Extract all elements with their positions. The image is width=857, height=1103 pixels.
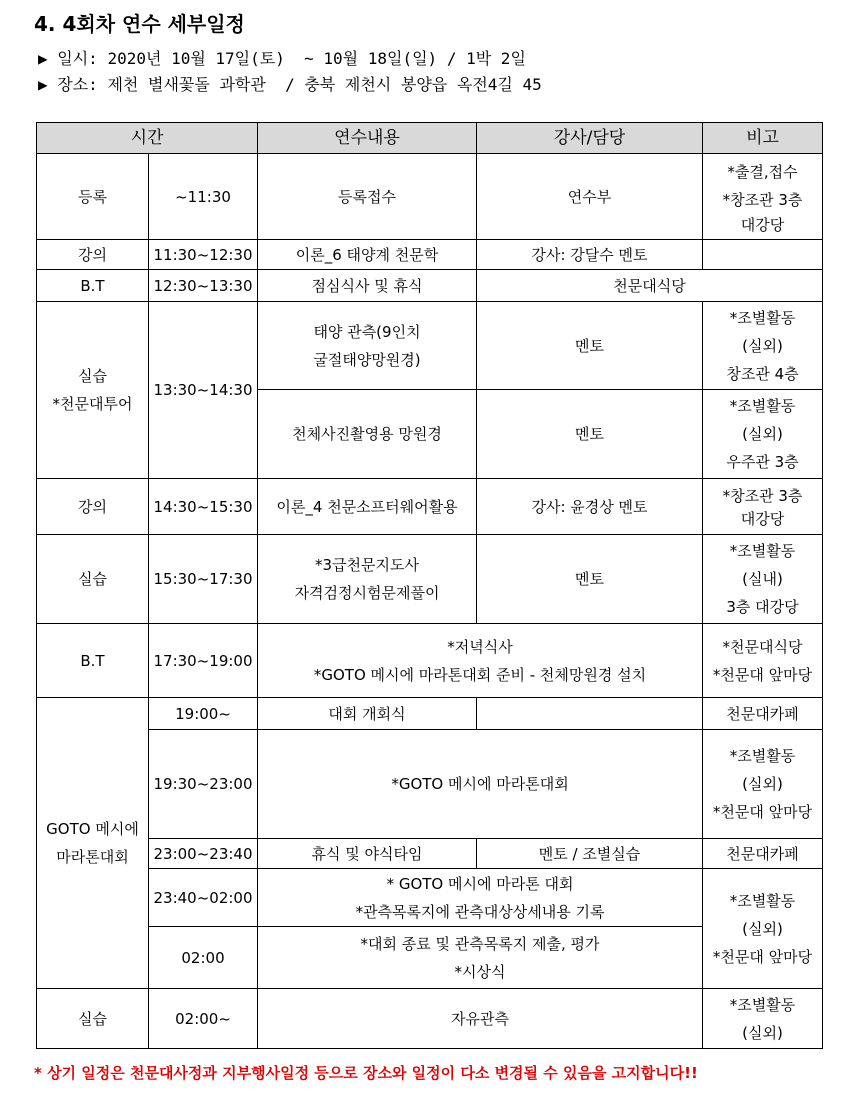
content-cell	[258, 535, 477, 624]
table-row	[37, 869, 823, 927]
header-note: 비고	[703, 123, 823, 154]
note-cell	[703, 730, 823, 839]
lecturer-cell: 강사: 강달수 멘토	[477, 240, 703, 270]
schedule-table	[36, 122, 823, 1049]
note-cell	[703, 624, 823, 698]
content-line: * GOTO 메시에 마라톤 대회	[386, 874, 574, 893]
lecturer-cell: 멘토	[477, 302, 703, 390]
content-line: *대회 종료 및 관측목록지 제출, 평가	[360, 934, 600, 953]
note-line: *조별활동	[729, 397, 796, 415]
time-cell: 11:30~12:30	[149, 240, 258, 270]
note-line: (실외)	[742, 425, 783, 443]
table-row	[37, 154, 823, 240]
content-line: 자격검정시험문제풀이	[294, 584, 440, 602]
content-cell: 점심식사 및 휴식	[258, 270, 477, 302]
lecturer-cell: 멘토 / 조별실습	[477, 839, 703, 869]
note-line: *조별활동	[729, 308, 796, 327]
category-cell: B.T	[37, 624, 149, 698]
time-cell: 23:00~23:40	[149, 839, 258, 869]
note-line: *천문대 앞마당	[712, 947, 813, 966]
time-cell: 02:00~	[149, 989, 258, 1049]
lecturer-cell: 천문대식당	[477, 270, 823, 302]
note-cell	[703, 154, 823, 240]
note-line: 우주관 3층	[726, 453, 799, 471]
content-cell	[258, 302, 477, 390]
category-line: *천문대투어	[52, 395, 133, 413]
time-cell: 17:30~19:00	[149, 624, 258, 698]
schedule-change-notice: * 상기 일정은 천문대사정과 지부행사일정 등으로 장소와 일정이 다소 변경될 수 있음을 고지합니다!!	[34, 1064, 698, 1082]
time-cell: 19:00~	[149, 698, 258, 730]
note-cell	[703, 869, 823, 989]
note-line: *조별활동	[729, 891, 796, 910]
content-cell: 천체사진촬영용 망원경	[258, 390, 477, 479]
category-cell: 실습	[37, 989, 149, 1049]
content-cell: *GOTO 메시에 마라톤대회	[258, 730, 703, 839]
note-cell	[703, 989, 823, 1049]
note-cell	[703, 302, 823, 390]
table-row	[37, 302, 823, 390]
category-cell	[37, 302, 149, 479]
note-cell	[703, 479, 823, 535]
note-line: 대강당	[740, 509, 785, 528]
time-cell: 13:30~14:30	[149, 302, 258, 479]
category-cell: B.T	[37, 270, 149, 302]
table-row	[37, 535, 823, 624]
content-cell: 자유관측	[258, 989, 703, 1049]
note-line: (실외)	[742, 919, 783, 938]
category-cell: 등록	[37, 154, 149, 240]
note-line: *조별활동	[729, 995, 796, 1014]
content-cell	[258, 927, 703, 989]
category-cell	[37, 698, 149, 989]
content-line: 굴절태양망원경)	[313, 350, 421, 369]
note-line: (실내)	[742, 570, 783, 588]
table-row	[37, 624, 823, 698]
table-row	[37, 479, 823, 535]
header-content: 연수내용	[258, 123, 477, 154]
note-line: *천문대 앞마당	[712, 803, 813, 821]
note-cell	[703, 390, 823, 479]
table-row	[37, 730, 823, 839]
table-header-row	[37, 123, 823, 154]
content-cell	[258, 624, 703, 698]
content-line: *시상식	[454, 962, 506, 981]
header-time: 시간	[37, 123, 258, 154]
time-cell: 23:40~02:00	[149, 869, 258, 927]
page-title: 4. 4회차 연수 세부일정	[34, 12, 245, 36]
content-cell: 이론_4 천문소프터웨어활용	[258, 479, 477, 535]
note-cell	[703, 240, 823, 270]
note-line: (실외)	[742, 775, 783, 793]
note-line: (실외)	[742, 1023, 783, 1042]
content-line: 태양 관측(9인치	[313, 322, 421, 341]
content-line: *저녁식사	[447, 637, 513, 656]
content-cell: 휴식 및 야식타임	[258, 839, 477, 869]
note-line: 3층 대강당	[726, 598, 799, 616]
time-cell: 12:30~13:30	[149, 270, 258, 302]
time-cell: 19:30~23:00	[149, 730, 258, 839]
schedule-place: ▶ 장소: 제천 별새꽃돌 과학관 / 충북 제천시 봉양읍 옥전4길 45	[38, 75, 542, 94]
table-row	[37, 698, 823, 730]
time-cell: ~11:30	[149, 154, 258, 240]
table-row	[37, 270, 823, 302]
lecturer-cell: 강사: 윤경상 멘토	[477, 479, 703, 535]
lecturer-cell: 멘토	[477, 390, 703, 479]
lecturer-cell: 멘토	[477, 535, 703, 624]
content-cell	[258, 869, 703, 927]
category-cell: 강의	[37, 240, 149, 270]
header-lecturer: 강사/담당	[477, 123, 703, 154]
time-cell: 02:00	[149, 927, 258, 989]
note-line: *창조관 3층	[722, 190, 803, 209]
content-cell: 대회 개회식	[258, 698, 477, 730]
note-line: (실외)	[742, 336, 783, 355]
content-line: *관측목록지에 관측대상상세내용 기록	[355, 902, 605, 921]
lecturer-cell	[477, 698, 703, 730]
note-line: *출결,접수	[727, 162, 798, 181]
category-line: 실습	[78, 367, 107, 385]
note-line: *창조관 3층	[722, 486, 803, 505]
time-cell: 15:30~17:30	[149, 535, 258, 624]
schedule-date: ▶ 일시: 2020년 10월 17일(토) ~ 10월 18일(일) / 1박 2일	[38, 49, 526, 68]
note-line: *조별활동	[729, 747, 796, 765]
content-line: *GOTO 메시에 마라톤대회 준비 - 천체망원경 설치	[313, 665, 647, 684]
table-row	[37, 989, 823, 1049]
category-line: 마라톤대회	[56, 848, 129, 866]
category-cell: 강의	[37, 479, 149, 535]
note-line: *천문대 앞마당	[712, 665, 813, 684]
time-cell: 14:30~15:30	[149, 479, 258, 535]
note-line: *조별활동	[729, 542, 796, 560]
note-line: *천문대식당	[722, 637, 803, 656]
note-line: 창조관 4층	[726, 364, 799, 383]
content-line: *3급천문지도사	[315, 556, 419, 574]
content-cell: 이론_6 태양계 천문학	[258, 240, 477, 270]
category-cell: 실습	[37, 535, 149, 624]
note-line: 대강당	[740, 215, 785, 234]
table-row	[37, 839, 823, 869]
note-cell: 천문대카페	[703, 839, 823, 869]
table-row	[37, 240, 823, 270]
category-line: GOTO 메시에	[46, 820, 139, 838]
content-cell: 등록접수	[258, 154, 477, 240]
note-cell: 천문대카페	[703, 698, 823, 730]
lecturer-cell: 연수부	[477, 154, 703, 240]
note-cell	[703, 535, 823, 624]
